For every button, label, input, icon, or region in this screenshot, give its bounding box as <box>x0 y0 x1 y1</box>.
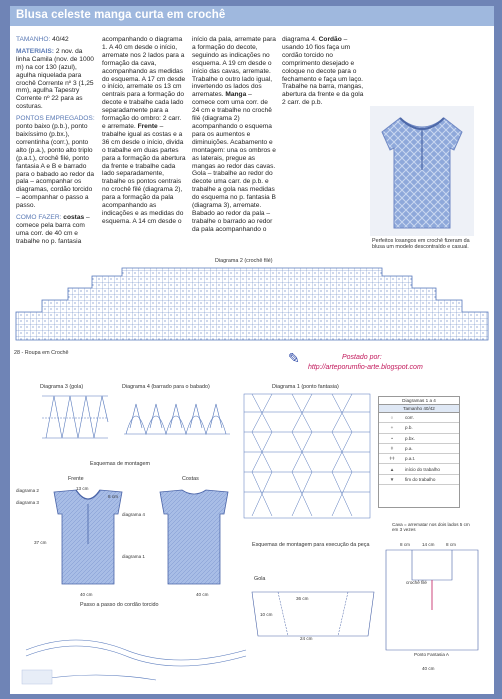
blouse-photo <box>370 106 474 236</box>
diagram3-title: Diagrama 3 (gola) <box>40 384 84 390</box>
diagram1-title: Diagrama 1 (ponto fantasia) <box>272 384 339 390</box>
posted-label: Postado por: <box>342 354 382 361</box>
measure-40cm-front: 40 cm <box>80 592 93 597</box>
materiais-label: MATERIAIS: <box>16 47 54 55</box>
label-diagrama4: diagrama 4 <box>122 512 145 517</box>
text-column-2 <box>102 36 186 230</box>
como-fazer-text: – comece pela barra com uma corr. de 40 cm e trabalhe no p. fantasia <box>16 214 90 245</box>
start-icon: ▲ <box>389 466 395 472</box>
tamanho-value: 40/42 <box>52 36 69 43</box>
col2-text: acompanhando o diagrama 1. A 40 cm desde o início, arremate nos 2 lados para a formação da cava, acompanhando as medidas do esquema. A 17 cm desde o início, arremate os 13 cm centrais para a formação do decote e trabalhe cada lado separadamente para a formação do ombro: 2 carr. e arremate. <box>102 36 186 130</box>
esquemas-peca-title: Esquemas de montagem para execução da peça <box>252 542 370 548</box>
measure-40cm-c: 40 cm <box>422 666 435 671</box>
legend-row: ǂǂ p.a.t. <box>379 454 459 464</box>
label-diagrama1: diagrama 1 <box>122 554 145 559</box>
legend-title: Diagramas 1 a 4 <box>379 397 459 405</box>
legend-table <box>378 396 460 508</box>
page-title: Blusa celeste manga curta em crochê <box>16 9 226 21</box>
photo-caption: Perfeitos losangos em crochê fizeram da blusa um modelo descontraído e casual. <box>372 238 470 251</box>
title-bar <box>10 6 494 26</box>
fantasia-a-label: Ponto Fantasia A <box>414 652 449 657</box>
measure-36cm: 36 cm <box>296 596 309 601</box>
label-diagrama2: diagrama 2 <box>16 488 39 493</box>
cordao-label: Cordão <box>318 36 342 43</box>
diagram1-chart <box>242 392 372 522</box>
measure-40cm-back: 40 cm <box>196 592 209 597</box>
dot-icon: • <box>391 435 393 441</box>
garment-schematic <box>40 484 230 594</box>
blouse-illustration <box>370 106 474 236</box>
triple-crochet-icon: ǂǂ <box>389 456 395 462</box>
chain-icon: ○ <box>390 415 394 421</box>
costas-label: costas <box>63 214 85 222</box>
materiais-text: 2 nov. da linha Camila (nov. de 1000 m) na cor 130 (azul), agulha niquelada para crochê Corrente nº 3 (1,25 mm), agulha Tapestry Corrente nº 22 para as costuras. <box>16 47 94 111</box>
diagram3-chart <box>40 392 110 442</box>
plus-icon: + <box>390 425 394 431</box>
pontos-text: ponto baixo (p.b.), ponto baixíssimo (p.bx.), correntinha (corr.), ponto alto (p.a.), ponto alto triplo (p.a.t.), crochê filé, ponto fantasia A e B e barrado para o babado ao redor da pala – acompanhar os diagramas, cordão torcido – acompanhar o passo a passo. <box>16 123 95 210</box>
measure-37cm: 37 cm <box>34 540 47 545</box>
gola-title: Gola <box>254 576 266 582</box>
frente-title: Frente <box>68 476 84 482</box>
measure-8cm: 8 cm <box>108 494 118 499</box>
text-column-1 <box>16 36 96 250</box>
measure-13cm: 13 cm <box>76 486 89 491</box>
pin-icon: ✎ <box>288 350 300 366</box>
legend-row: • p.bx. <box>379 434 459 444</box>
blog-link[interactable]: http://arteporumfio-arte.blogspot.com <box>308 364 423 371</box>
cord-steps-illustration <box>16 610 256 694</box>
manga-label: Manga <box>225 91 247 99</box>
cava-note: Cava = arrematar nos dois lados 5 cm em 3 vezes <box>392 522 470 533</box>
measure-24cm: 24 cm <box>300 636 313 641</box>
costas-title: Costas <box>182 476 199 482</box>
passo-title: Passo a passo do cordão torcido <box>80 602 159 608</box>
end-icon: ▼ <box>389 476 395 482</box>
page-footer: 28 - Roupa em Crochê <box>14 350 69 356</box>
label-diagrama3: diagrama 3 <box>16 500 39 505</box>
col4-text-b: – usando 10 fios faça um cordão torcido no comprimento desejado e coloque no decote para o fechamento e faça um laço. Trabalhe na barra, mangas, abertura da frente e da gola 2 carr. de p.b. <box>282 36 364 107</box>
front-piece-schematic <box>382 540 482 660</box>
pontos-label: PONTOS EMPREGADOS: <box>16 115 95 123</box>
frente-text: – trabalhe igual as costas e a 36 cm desde o início, divida o trabalhe em duas partes para a formação da abertura da frente e trabalhe cada lado separadamente, trabalhe os pontos centrais no crochê filé (diagrama 2), para a formação da pala acompanhando as indicações e as medidas do esquema. A 14 cm desde o <box>102 122 186 225</box>
frente-label: Frente <box>137 122 158 130</box>
legend-row: + p.b. <box>379 423 459 433</box>
col4-text-a: diagrama 4. <box>282 36 317 43</box>
diagram2-title: Diagrama 2 (crochê filé) <box>215 258 273 264</box>
text-column-4 <box>282 36 366 111</box>
measure-8cm-c: 8 cm <box>446 542 456 547</box>
diagram4-title: Diagrama 4 (barrado para o babado) <box>122 384 210 390</box>
magazine-page <box>10 6 494 694</box>
manga-text: – comece com uma corr. de 24 cm e trabalhe no crochê filé (diagrama 2) acompanhando o esquema para os aumentos e diminuições. <box>192 91 272 146</box>
measure-8cm-b: 8 cm <box>400 542 410 547</box>
esquemas-title: Esquemas de montagem <box>90 461 150 467</box>
measure-14cm: 14 cm <box>422 542 435 547</box>
como-fazer-label: COMO FAZER: <box>16 214 62 222</box>
col3-text: início da pala, arremate para a formação do decote, seguindo as indicações no esquema. A 19 cm desde o início das cavas, arremate. Trabalhe o outro lado igual, invertendo os lados dos arremates. <box>192 36 276 99</box>
diagram4-chart <box>122 394 232 438</box>
legend-row: ▼ fim do trabalho <box>379 475 459 485</box>
text-column-3 <box>192 36 276 238</box>
legend-row: ○ corr. <box>379 413 459 423</box>
crochefile-label: crochê filé <box>406 580 427 585</box>
double-crochet-icon: ǂ <box>390 446 394 452</box>
acabamento-text: Acabamento e montagem: una os ombros e as laterais, pregue as mangas ao redor das cavas. Gola – trabalhe ao redor do decote uma carr. de p.b. e trabalhe a gola nas medidas do esquema no p. fantasia B (diagrama 3), arremate. Babado ao redor da pala –trabalhe o barrado ao redor da pala acompanhando o <box>192 138 276 233</box>
measure-10cm: 10 cm <box>260 612 273 617</box>
legend-size: Tamanho 40/42 <box>379 405 459 413</box>
tamanho-label: TAMANHO: <box>16 36 51 43</box>
legend-row: ǂ p.a. <box>379 444 459 454</box>
diagram2-chart <box>12 264 492 350</box>
legend-row: ▲ início do trabalho <box>379 464 459 474</box>
